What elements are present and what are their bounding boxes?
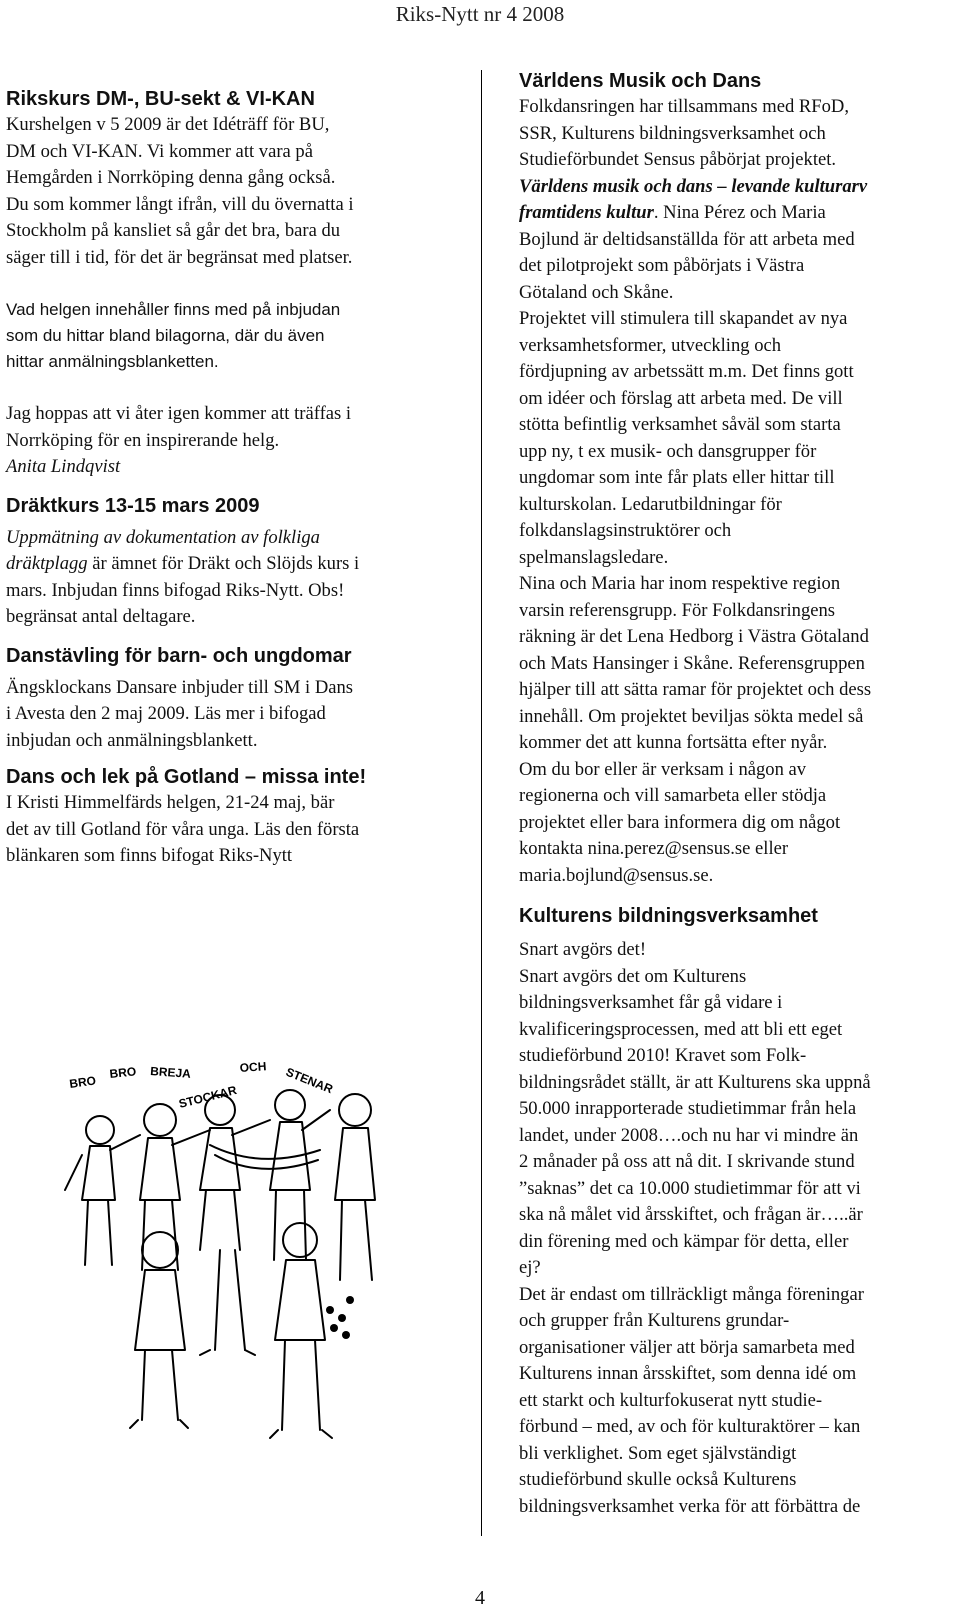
text-line: fördjupning av arbetssätt m.m. Det finns gott	[519, 361, 854, 382]
text-line: som du hittar bland bilagorna, där du även	[6, 326, 325, 345]
text-line: 2 månader på oss att nå dit. I skrivande stund	[519, 1151, 855, 1172]
text-line: bli verklighet. Som eget självständigt	[519, 1442, 797, 1464]
draktkurs-heading: Dräktkurs 13-15 mars 2009	[6, 494, 260, 517]
rikskurs-body	[6, 112, 444, 271]
varldens-heading: Världens Musik och Dans	[519, 70, 762, 92]
text-line: Stockholm på kansliet så går det bra, bara du	[6, 220, 341, 241]
kulturens-body	[519, 937, 959, 1520]
running-header: Riks-Nytt nr 4 2008	[395, 2, 565, 26]
text-line: maria.bojlund@sensus.se.	[519, 864, 714, 886]
text-line: kommer det att kunna fortsätta efter nyår.	[519, 732, 828, 753]
text-line: Götaland och Skåne.	[519, 281, 674, 303]
text-line: det av till Gotland för våra unga. Läs den första	[6, 818, 360, 840]
right-column	[519, 68, 959, 1520]
text-line: blänkaren som finns bifogat Riks-Nytt	[6, 845, 293, 866]
text-line: varsin referensgrupp. För Folkdansringens	[519, 599, 836, 621]
text-line: folkdanslagsinstruktörer och	[519, 520, 732, 541]
text-line: bildningsverksamhet verka för att förbättra de	[519, 1495, 861, 1517]
text-line: spelmanslagsledare.	[519, 546, 669, 568]
rikskurs-para3	[6, 401, 444, 481]
text-line: det pilotprojekt som påbörjats i Västra	[519, 255, 805, 276]
text-line: kulturskolan. Ledarutbildningar för	[519, 493, 782, 515]
danstavling-heading: Danstävling för barn- och ungdomar	[6, 644, 352, 667]
text-line: begränsat antal deltagare.	[6, 606, 196, 627]
text-line: i Avesta den 2 maj 2009. Läs mer i bifogad	[6, 703, 326, 724]
rikskurs-heading: Rikskurs DM-, BU-sekt & VI-KAN	[6, 88, 315, 110]
text-line: om idéer och förslag att arbeta med. De vill	[519, 387, 843, 409]
text-line: Du som kommer långt ifrån, vill du övernatta i	[6, 193, 354, 215]
text-line: ett starkt och kulturfokuserat nytt studie-	[519, 1389, 823, 1411]
text-line: ungdomar som inte får plats eller hittar till	[519, 467, 835, 488]
text-line: 50.000 inrapporterade studietimmar från hela	[519, 1098, 857, 1119]
text-line: Det är endast om tillräckligt många föreningar	[519, 1283, 864, 1305]
text-line: ”saknas” det ca 10.000 studietimmar för att vi	[519, 1177, 861, 1199]
text-line: Norrköping för en inspirerande helg.	[6, 429, 280, 451]
text-line: Projektet vill stimulera till skapandet av nya	[519, 308, 848, 329]
text-line: innehåll. Om projektet beviljas sökta medel så	[519, 705, 864, 727]
text-line: hjälper till att sätta ramar för projektet och dess	[519, 679, 872, 700]
text-line: kvalificeringsprocessen, med att bli ett eget	[519, 1018, 843, 1040]
rikskurs-para2	[6, 297, 444, 375]
page-number: 4	[475, 1587, 485, 1609]
text-span: är ämnet för Dräkt och Slöjds kurs i	[87, 553, 360, 574]
text-line: förbund – med, av och för kulturaktörer – kan	[519, 1416, 861, 1437]
draktkurs-body	[6, 525, 444, 631]
text-line: Vad helgen innehåller finns med på inbjudan	[6, 300, 341, 319]
text-line: Uppmätning av dokumentation av folkliga	[6, 526, 320, 548]
text-line: hittar anmälningsblanketten.	[6, 352, 219, 371]
text-line: landet, under 2008….och nu har vi mindre än	[519, 1124, 859, 1146]
text-line: din förening med och kämpar för detta, eller	[519, 1230, 849, 1252]
text-line: Jag hoppas att vi åter igen kommer att träffas i	[6, 403, 352, 424]
text-line: mars. Inbjudan finns bifogad Riks-Nytt. Obs!	[6, 579, 345, 601]
text-line: bildningsrådet ställt, är att Kulturens ska uppnå	[519, 1071, 871, 1093]
text-line: Snart avgörs det om Kulturens	[519, 965, 747, 987]
text-line: Bojlund är deltidsanställda för att arbeta med	[519, 228, 855, 250]
kulturens-heading: Kulturens bildningsverksamhet	[519, 905, 818, 927]
text-line: organisationer väljer att börja samarbeta med	[519, 1336, 855, 1358]
left-column	[6, 68, 444, 870]
text-line: och Mats Hansinger i Skåne. Referensgruppen	[519, 652, 865, 674]
text-line: ska nå målet vid årsskiftet, och frågan är…..är	[519, 1204, 863, 1225]
text-line: räkning är det Lena Hedborg i Västra Götaland	[519, 626, 869, 647]
text-span: . Nina Pérez och Maria	[653, 202, 826, 223]
gotland-heading: Dans och lek på Gotland – missa inte!	[6, 766, 367, 788]
text-line: Kulturens innan årsskiftet, som denna idé om	[519, 1363, 857, 1384]
illustration-label: OCH	[239, 1059, 267, 1075]
italic-span: dräktplagg	[6, 553, 88, 574]
text-line: regionerna och vill samarbeta eller stödja	[519, 785, 827, 806]
text-line: projektet eller bara informera dig om något	[519, 811, 841, 833]
text-line: I Kristi Himmelfärds helgen, 21-24 maj, bär	[6, 792, 335, 813]
text-line	[6, 551, 444, 578]
text-line: inbjudan och anmälningsblankett.	[6, 729, 258, 751]
text-line: stötta befintlig verksamhet såväl som starta	[519, 414, 841, 435]
text-line: Hemgården i Norrköping denna gång också.	[6, 167, 336, 188]
illustration-label: BRO	[108, 1064, 137, 1081]
text-line: Studieförbundet Sensus påbörjat projektet.	[519, 149, 837, 170]
illustration-label: BREJA	[149, 1064, 192, 1081]
illustration-label: STOCKAR	[177, 1083, 239, 1111]
text-line	[519, 200, 959, 227]
varldens-body	[519, 94, 959, 889]
text-line: DM och VI-KAN. Vi kommer att vara på	[6, 140, 313, 162]
illustration-label: STENAR	[283, 1064, 335, 1097]
text-line: studieförbund skulle också Kulturens	[519, 1469, 797, 1490]
text-line: Om du bor eller är verksam i någon av	[519, 758, 807, 780]
text-line: studieförbund 2010! Kravet som Folk-	[519, 1045, 807, 1066]
author-signature: Anita Lindqvist	[6, 456, 121, 477]
gotland-body	[6, 790, 444, 870]
text-line: Ängsklockans Dansare inbjuder till SM i Dans	[6, 676, 354, 698]
text-line: SSR, Kulturens bildningsverksamhet och	[519, 122, 826, 144]
text-line: bildningsverksamhet får gå vidare i	[519, 992, 783, 1013]
text-line: säger till i tid, för det är begränsat med platser.	[6, 246, 353, 268]
text-line: Nina och Maria har inom respektive region	[519, 573, 841, 594]
dancing-children-illustration	[60, 1050, 420, 1490]
text-line: kontakta nina.perez@sensus.se eller	[519, 838, 789, 859]
text-line: Folkdansringen har tillsammans med RFoD,	[519, 96, 850, 117]
project-title-line: Världens musik och dans – levande kulturarv	[519, 175, 868, 197]
project-title-span: framtidens kultur	[519, 202, 654, 223]
column-divider	[481, 70, 482, 1536]
text-line: upp ny, t ex musik- och dansgrupper för	[519, 440, 817, 462]
text-line: verksamhetsformer, utveckling och	[519, 334, 782, 356]
text-line: Snart avgörs det!	[519, 939, 647, 960]
text-line: ej?	[519, 1257, 541, 1278]
text-line: Kurshelgen v 5 2009 är det Idéträff för BU,	[6, 114, 330, 135]
danstavling-body	[6, 675, 444, 755]
illustration-label: BRO	[68, 1073, 97, 1091]
text-line: och grupper från Kulturens grundar-	[519, 1310, 790, 1331]
